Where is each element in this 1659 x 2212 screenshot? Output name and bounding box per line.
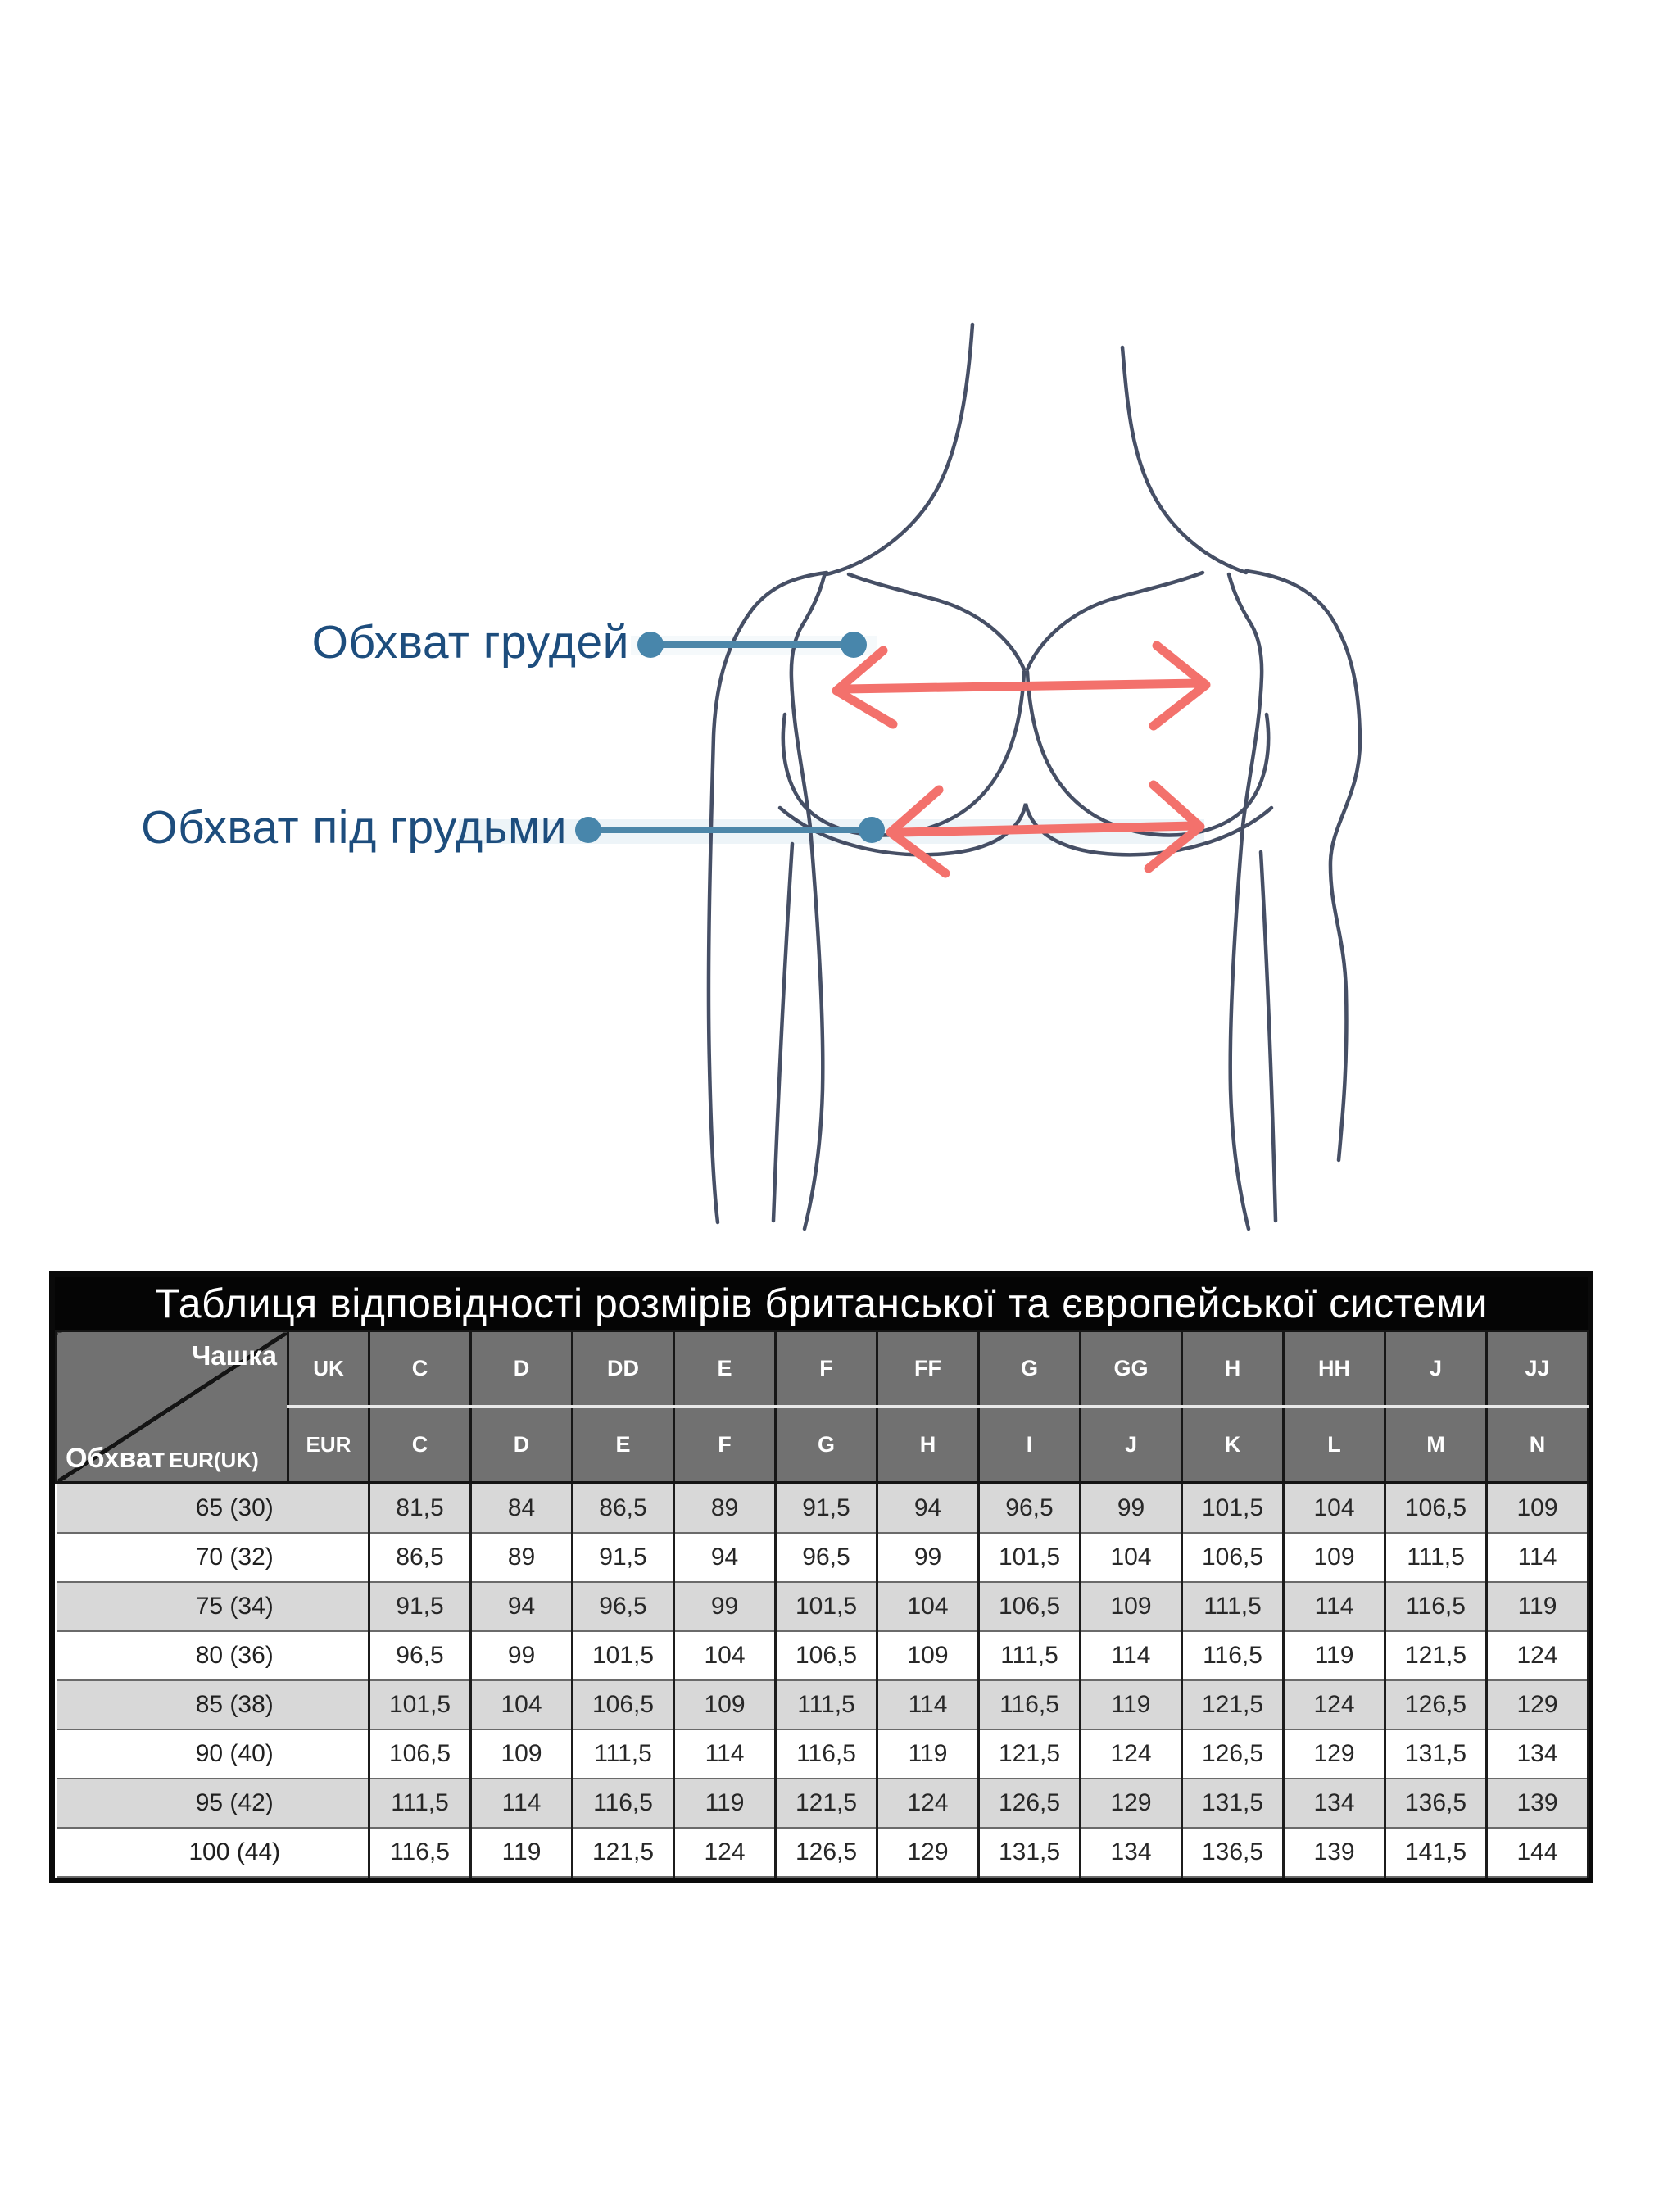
size-value-cell: 111,5	[573, 1729, 674, 1779]
table-row	[57, 1779, 1589, 1828]
girth-row-label: 100 (44)	[57, 1828, 369, 1877]
size-value-cell: 116,5	[369, 1828, 471, 1877]
size-value-cell: 134	[1487, 1729, 1589, 1779]
girth-row-label: 65 (30)	[57, 1483, 369, 1533]
size-value-cell: 121,5	[979, 1729, 1081, 1779]
size-value-cell: 109	[1487, 1483, 1589, 1533]
size-value-cell: 96,5	[573, 1582, 674, 1631]
size-value-cell: 99	[674, 1582, 776, 1631]
girth-corner-label: Обхват EUR(UK)	[66, 1443, 259, 1474]
size-value-cell: 121,5	[573, 1828, 674, 1877]
size-value-cell: 129	[1284, 1729, 1385, 1779]
size-value-cell: 109	[471, 1729, 573, 1779]
eur-cup-header: K	[1182, 1407, 1284, 1483]
table-row	[57, 1631, 1589, 1680]
size-value-cell: 101,5	[979, 1533, 1081, 1582]
size-value-cell: 139	[1284, 1828, 1385, 1877]
size-value-cell: 91,5	[776, 1483, 877, 1533]
size-value-cell: 129	[1081, 1779, 1182, 1828]
size-value-cell: 119	[1487, 1582, 1589, 1631]
size-value-cell: 104	[1284, 1483, 1385, 1533]
size-value-cell: 111,5	[1182, 1582, 1284, 1631]
eur-cup-header: D	[471, 1407, 573, 1483]
eur-cup-header: G	[776, 1407, 877, 1483]
uk-cup-header: HH	[1284, 1331, 1385, 1407]
size-value-cell: 109	[1284, 1533, 1385, 1582]
size-value-cell: 144	[1487, 1828, 1589, 1877]
bust-arrow	[836, 646, 1206, 726]
table-row	[57, 1680, 1589, 1729]
girth-row-label: 95 (42)	[57, 1779, 369, 1828]
size-value-cell: 119	[877, 1729, 979, 1779]
eur-cup-header: C	[369, 1407, 471, 1483]
size-value-cell: 101,5	[369, 1680, 471, 1729]
size-value-cell: 94	[471, 1582, 573, 1631]
size-value-cell: 109	[877, 1631, 979, 1680]
table-row	[57, 1828, 1589, 1877]
table-title: Таблиця відповідності розмірів британської та європейської системи	[55, 1277, 1588, 1330]
size-value-cell: 119	[1284, 1631, 1385, 1680]
size-value-cell: 129	[1487, 1680, 1589, 1729]
size-value-cell: 89	[674, 1483, 776, 1533]
size-value-cell: 126,5	[1182, 1729, 1284, 1779]
uk-cups-row	[57, 1331, 1589, 1407]
size-value-cell: 109	[1081, 1582, 1182, 1631]
girth-row-label: 70 (32)	[57, 1533, 369, 1582]
size-value-cell: 86,5	[573, 1483, 674, 1533]
size-value-cell: 104	[471, 1680, 573, 1729]
size-value-cell: 116,5	[573, 1779, 674, 1828]
size-value-cell: 106,5	[369, 1729, 471, 1779]
table-row	[57, 1483, 1589, 1533]
eur-cup-header: L	[1284, 1407, 1385, 1483]
size-value-cell: 114	[471, 1779, 573, 1828]
size-value-cell: 111,5	[369, 1779, 471, 1828]
eur-cup-header: J	[1081, 1407, 1182, 1483]
eur-cup-header: I	[979, 1407, 1081, 1483]
size-value-cell: 106,5	[1385, 1483, 1487, 1533]
size-value-cell: 94	[877, 1483, 979, 1533]
size-value-cell: 121,5	[1182, 1680, 1284, 1729]
underbust-arrow	[891, 785, 1200, 873]
size-value-cell: 86,5	[369, 1533, 471, 1582]
size-value-cell: 136,5	[1385, 1779, 1487, 1828]
girth-row-label: 85 (38)	[57, 1680, 369, 1729]
size-value-cell: 121,5	[776, 1779, 877, 1828]
size-value-cell: 141,5	[1385, 1828, 1487, 1877]
size-value-cell: 119	[674, 1779, 776, 1828]
size-table	[49, 1271, 1593, 1883]
size-value-cell: 126,5	[979, 1779, 1081, 1828]
eur-cup-header: N	[1487, 1407, 1589, 1483]
size-value-cell: 114	[1081, 1631, 1182, 1680]
size-value-cell: 106,5	[776, 1631, 877, 1680]
table-row	[57, 1729, 1589, 1779]
uk-cup-header: G	[979, 1331, 1081, 1407]
size-value-cell: 116,5	[1182, 1631, 1284, 1680]
size-value-cell: 104	[1081, 1533, 1182, 1582]
size-value-cell: 106,5	[573, 1680, 674, 1729]
uk-cup-header: DD	[573, 1331, 674, 1407]
size-value-cell: 129	[877, 1828, 979, 1877]
size-value-cell: 126,5	[1385, 1680, 1487, 1729]
size-grid	[55, 1330, 1589, 1878]
uk-cup-header: GG	[1081, 1331, 1182, 1407]
size-value-cell: 111,5	[1385, 1533, 1487, 1582]
uk-cup-header: FF	[877, 1331, 979, 1407]
size-value-cell: 96,5	[979, 1483, 1081, 1533]
size-value-cell: 119	[1081, 1680, 1182, 1729]
size-value-cell: 101,5	[776, 1582, 877, 1631]
table-row	[57, 1533, 1589, 1582]
size-value-cell: 109	[674, 1680, 776, 1729]
size-value-cell: 114	[1487, 1533, 1589, 1582]
size-value-cell: 121,5	[1385, 1631, 1487, 1680]
uk-system-label: UK	[288, 1331, 369, 1407]
size-value-cell: 114	[877, 1680, 979, 1729]
eur-cup-header: E	[573, 1407, 674, 1483]
eur-system-label: EUR	[288, 1407, 369, 1483]
size-value-cell: 131,5	[979, 1828, 1081, 1877]
eur-cup-header: M	[1385, 1407, 1487, 1483]
size-value-cell: 111,5	[979, 1631, 1081, 1680]
size-value-cell: 84	[471, 1483, 573, 1533]
size-value-cell: 101,5	[1182, 1483, 1284, 1533]
girth-row-label: 80 (36)	[57, 1631, 369, 1680]
size-value-cell: 81,5	[369, 1483, 471, 1533]
table-row	[57, 1582, 1589, 1631]
size-value-cell: 106,5	[1182, 1533, 1284, 1582]
size-value-cell: 114	[674, 1729, 776, 1779]
size-value-cell: 139	[1487, 1779, 1589, 1828]
size-value-cell: 101,5	[573, 1631, 674, 1680]
uk-cup-header: H	[1182, 1331, 1284, 1407]
uk-cup-header: C	[369, 1331, 471, 1407]
size-value-cell: 99	[1081, 1483, 1182, 1533]
size-value-cell: 89	[471, 1533, 573, 1582]
girth-row-label: 75 (34)	[57, 1582, 369, 1631]
size-value-cell: 131,5	[1182, 1779, 1284, 1828]
size-value-cell: 124	[1487, 1631, 1589, 1680]
size-value-cell: 116,5	[979, 1680, 1081, 1729]
size-value-cell: 124	[877, 1779, 979, 1828]
size-value-cell: 99	[877, 1533, 979, 1582]
cup-corner-label: Чашка	[192, 1340, 277, 1371]
size-value-cell: 96,5	[776, 1533, 877, 1582]
uk-cup-header: D	[471, 1331, 573, 1407]
size-value-cell: 91,5	[573, 1533, 674, 1582]
size-value-cell: 111,5	[776, 1680, 877, 1729]
size-value-cell: 131,5	[1385, 1729, 1487, 1779]
size-value-cell: 126,5	[776, 1828, 877, 1877]
size-value-cell: 106,5	[979, 1582, 1081, 1631]
size-value-cell: 114	[1284, 1582, 1385, 1631]
corner-cell	[57, 1331, 288, 1484]
bust-label: Обхват грудей	[311, 616, 629, 669]
uk-cup-header: J	[1385, 1331, 1487, 1407]
size-value-cell: 99	[471, 1631, 573, 1680]
size-value-cell: 134	[1284, 1779, 1385, 1828]
size-value-cell: 116,5	[1385, 1582, 1487, 1631]
size-value-cell: 124	[1284, 1680, 1385, 1729]
underbust-label: Обхват під грудьми	[141, 801, 567, 854]
size-value-cell: 124	[1081, 1729, 1182, 1779]
torso-outline	[709, 324, 1360, 1229]
size-value-cell: 124	[674, 1828, 776, 1877]
uk-cup-header: JJ	[1487, 1331, 1589, 1407]
size-value-cell: 96,5	[369, 1631, 471, 1680]
size-value-cell: 104	[674, 1631, 776, 1680]
girth-row-label: 90 (40)	[57, 1729, 369, 1779]
size-value-cell: 104	[877, 1582, 979, 1631]
eur-cup-header: F	[674, 1407, 776, 1483]
size-value-cell: 91,5	[369, 1582, 471, 1631]
size-value-cell: 136,5	[1182, 1828, 1284, 1877]
size-value-cell: 116,5	[776, 1729, 877, 1779]
size-value-cell: 119	[471, 1828, 573, 1877]
eur-cup-header: H	[877, 1407, 979, 1483]
size-value-cell: 134	[1081, 1828, 1182, 1877]
uk-cup-header: F	[776, 1331, 877, 1407]
size-value-cell: 94	[674, 1533, 776, 1582]
uk-cup-header: E	[674, 1331, 776, 1407]
